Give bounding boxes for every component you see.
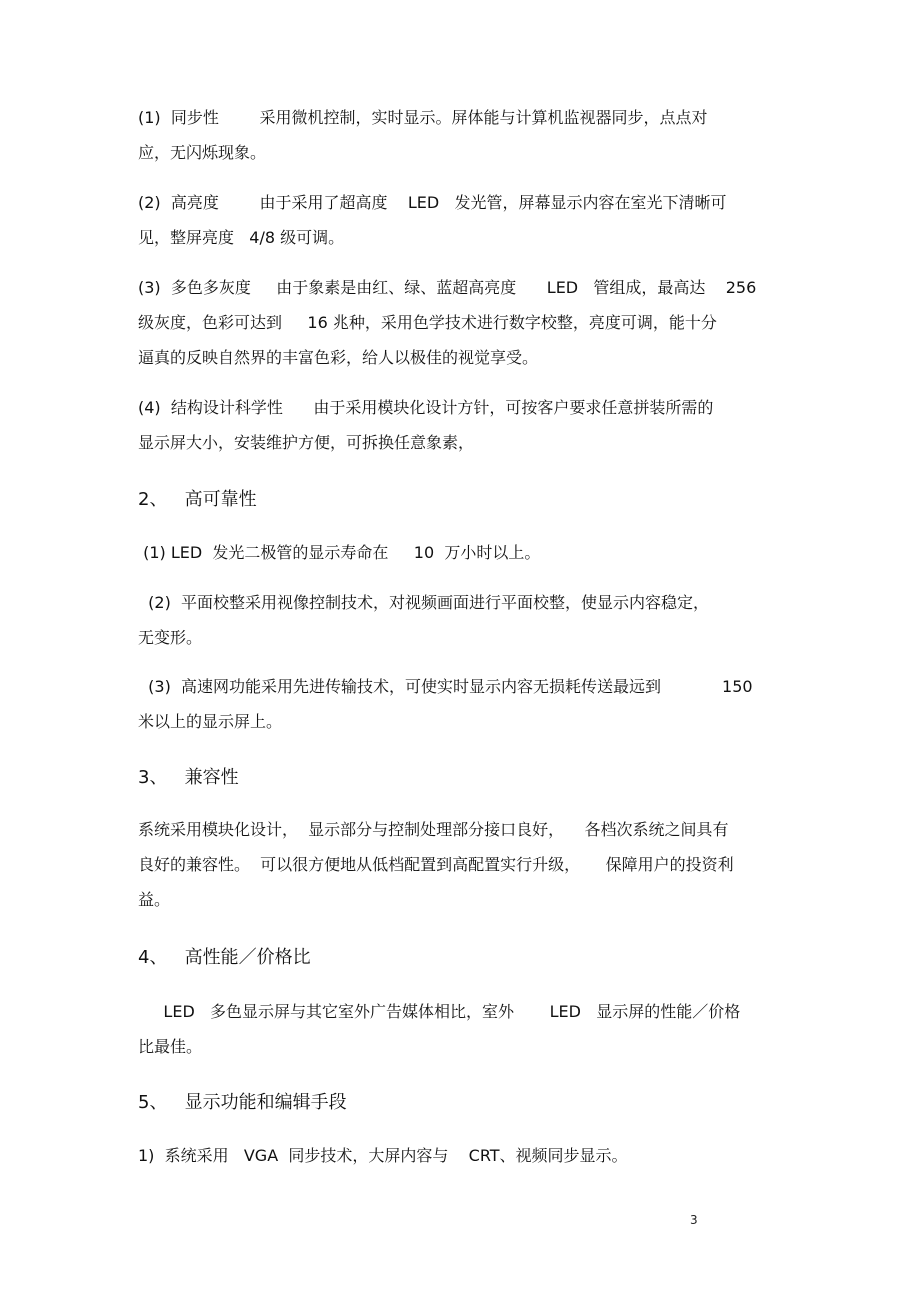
section-heading: 5、 显示功能和编辑手段 — [138, 1092, 347, 1113]
paragraph-line: LED 多色显示屏与其它室外广告媒体相比，室外 LED 显示屏的性能／价格 — [138, 1002, 741, 1021]
section-heading: 4、 高性能／价格比 — [138, 947, 311, 968]
paragraph-line: 级灰度，色彩可达到 16 兆种，采用色学技术进行数字校整，亮度可调，能十分 — [138, 313, 717, 332]
paragraph-line: (2) 高亮度 由于采用了超高度 LED 发光管，屏幕显示内容在室光下清晰可 — [138, 193, 727, 212]
paragraph-line: (1) LED 发光二极管的显示寿命在 10 万小时以上。 — [138, 543, 541, 562]
section-heading: 3、 兼容性 — [138, 767, 239, 788]
paragraph-line: (2) 平面校整采用视像控制技术，对视频画面进行平面校整，使显示内容稳定， — [138, 593, 710, 612]
section-heading: 2、 高可靠性 — [138, 489, 257, 510]
paragraph-line: (3) 多色多灰度 由于象素是由红、绿、蓝超高亮度 LED 管组成，最高达 256 — [138, 278, 757, 297]
paragraph-line: 1) 系统采用 VGA 同步技术，大屏内容与 CRT、视频同步显示。 — [138, 1146, 628, 1165]
paragraph-line: 无变形。 — [138, 628, 203, 647]
paragraph-line: (4) 结构设计科学性 由于采用模块化设计方针，可按客户要求任意拼装所需的 — [138, 398, 714, 417]
paragraph-line: 比最佳。 — [138, 1037, 203, 1056]
paragraph-line: 米以上的显示屏上。 — [138, 712, 283, 731]
page-number: 3 — [690, 1213, 698, 1227]
paragraph-line: 逼真的反映自然界的丰富色彩，给人以极佳的视觉享受。 — [138, 348, 539, 367]
paragraph-line: 见，整屏亮度 4/8 级可调。 — [138, 228, 345, 247]
paragraph-line: (3) 高速网功能采用先进传输技术，可使实时显示内容无损耗传送最远到 150 — [138, 677, 753, 696]
paragraph-line: 应，无闪烁现象。 — [138, 143, 267, 162]
paragraph-line: (1) 同步性 采用微机控制，实时显示。屏体能与计算机监视器同步，点点对 — [138, 108, 708, 127]
paragraph-line: 系统采用模块化设计， 显示部分与控制处理部分接口良好， 各档次系统之间具有 — [138, 820, 729, 839]
paragraph-line: 益。 — [138, 890, 171, 909]
paragraph-line: 良好的兼容性。 可以很方便地从低档配置到高配置实行升级， 保障用户的投资利 — [138, 855, 734, 874]
paragraph-line: 显示屏大小，安装维护方便，可拆换任意象素， — [138, 433, 475, 452]
